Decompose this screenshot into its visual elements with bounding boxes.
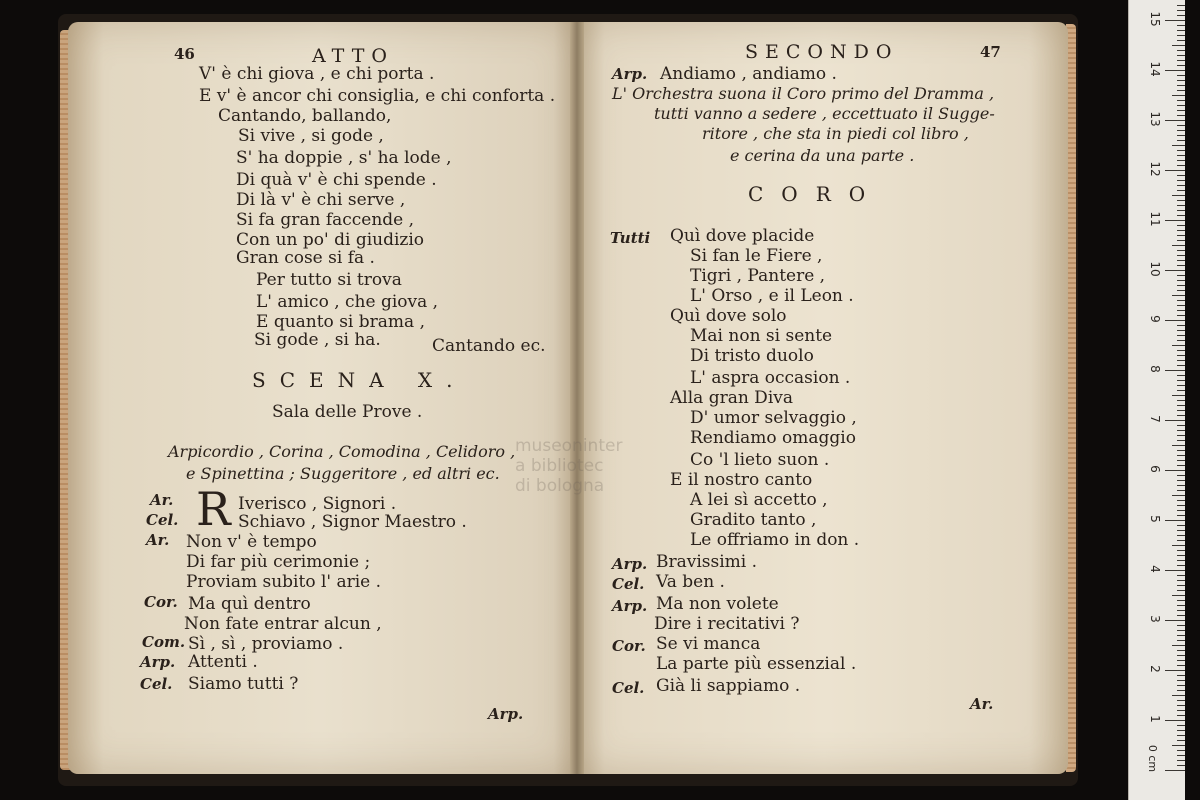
ruler-tick	[1177, 40, 1185, 41]
ruler-tick	[1165, 120, 1185, 121]
ruler-tick	[1177, 625, 1185, 626]
ruler-tick	[1177, 30, 1185, 31]
speaker-label: Ar.	[150, 491, 174, 509]
verse-line: Gran cose si fa .	[236, 248, 375, 268]
ruler-tick	[1165, 420, 1185, 421]
ruler-tick	[1177, 385, 1185, 386]
ruler-tick	[1177, 300, 1185, 301]
ruler-number: 13	[1148, 111, 1162, 127]
verse-line: Si vive , si gode ,	[238, 126, 384, 146]
ruler-tick	[1172, 645, 1185, 646]
dialogue-line: Ma non volete	[656, 594, 779, 614]
ruler-tick	[1177, 660, 1185, 661]
ruler-tick	[1177, 640, 1185, 641]
ruler-tick	[1177, 390, 1185, 391]
ruler-tick	[1172, 295, 1185, 296]
chorus-line: D' umor selvaggio ,	[690, 408, 857, 428]
ruler-tick	[1177, 650, 1185, 651]
ruler-tick	[1177, 490, 1185, 491]
ruler-number: 6	[1148, 465, 1162, 473]
ruler-tick	[1172, 395, 1185, 396]
dialogue-line: Se vi manca	[656, 634, 761, 654]
ruler-tick	[1177, 55, 1185, 56]
ruler-tick	[1177, 205, 1185, 206]
ruler-tick	[1177, 260, 1185, 261]
drop-cap: R	[196, 482, 231, 536]
chorus-line: Quì dove placide	[670, 226, 815, 246]
ruler-tick	[1177, 590, 1185, 591]
ruler-tick	[1177, 635, 1185, 636]
ruler-tick	[1177, 230, 1185, 231]
ruler-number: 3	[1148, 615, 1162, 623]
speaker-label: Cor.	[612, 637, 646, 655]
speaker-label: Arp.	[140, 653, 176, 671]
ruler-tick	[1177, 350, 1185, 351]
ruler-tick	[1165, 370, 1185, 371]
scene-place: Sala delle Prove .	[272, 402, 423, 422]
scene-heading: SCENA X.	[252, 368, 467, 392]
ruler-number: 9	[1148, 315, 1162, 323]
chorus-line: Co 'l lieto suon .	[690, 450, 830, 470]
chorus-line: Gradito tanto ,	[690, 510, 817, 530]
ruler-tick	[1177, 600, 1185, 601]
speaker-label: Arp.	[612, 65, 648, 83]
dialogue-line: La parte più essenzial .	[656, 654, 857, 674]
ruler-tick	[1177, 355, 1185, 356]
chorus-line: E il nostro canto	[670, 470, 813, 490]
ruler-tick	[1177, 175, 1185, 176]
ruler-tick	[1177, 80, 1185, 81]
ruler-tick	[1177, 565, 1185, 566]
running-head-left: ATTO	[312, 45, 394, 67]
ruler-tick	[1177, 250, 1185, 251]
ruler-tick	[1172, 545, 1185, 546]
chorus-line: Tigri , Pantere ,	[690, 266, 826, 286]
dialogue-line: Non fate entrar alcun ,	[184, 614, 382, 634]
ruler-tick	[1177, 15, 1185, 16]
ruler-tick	[1177, 75, 1185, 76]
ruler-number: 5	[1148, 515, 1162, 523]
ruler-tick	[1177, 275, 1185, 276]
ruler-tick	[1177, 760, 1185, 761]
ruler-number: 11	[1148, 211, 1162, 227]
chorus-line: Le offriamo in don .	[690, 530, 860, 550]
ruler-tick	[1177, 455, 1185, 456]
ruler-tick	[1177, 705, 1185, 706]
ruler-tick	[1177, 715, 1185, 716]
ruler-tick	[1165, 220, 1185, 221]
ruler-tick	[1177, 530, 1185, 531]
ruler-tick	[1177, 135, 1185, 136]
ruler-tick	[1177, 665, 1185, 666]
ruler-tick	[1177, 700, 1185, 701]
ruler-tick	[1177, 335, 1185, 336]
ruler-tick	[1172, 695, 1185, 696]
ruler-tick	[1165, 170, 1185, 171]
ruler-tick	[1177, 685, 1185, 686]
ruler-tick	[1177, 200, 1185, 201]
ruler-tick	[1177, 285, 1185, 286]
ruler-tick	[1177, 655, 1185, 656]
dialogue-line: Schiavo , Signor Maestro .	[238, 512, 467, 532]
chorus-line: A lei sì accetto ,	[690, 490, 828, 510]
ruler-tick	[1177, 460, 1185, 461]
chorus-line: Mai non si sente	[690, 326, 833, 346]
refrain-cue: Cantando ec.	[432, 336, 546, 356]
dialogue-line: Dire i recitativi ?	[654, 614, 800, 634]
verse-line: Di quà v' è chi spende .	[236, 170, 437, 190]
ruler-number: 4	[1148, 565, 1162, 573]
ruler-tick	[1177, 435, 1185, 436]
ruler-tick	[1177, 280, 1185, 281]
ruler-tick	[1177, 105, 1185, 106]
ruler-tick	[1177, 25, 1185, 26]
ruler-tick	[1172, 145, 1185, 146]
ruler-tick	[1177, 255, 1185, 256]
ruler-number: 15	[1148, 11, 1162, 27]
speaker-label: Cor.	[144, 593, 178, 611]
ruler-tick	[1177, 480, 1185, 481]
ruler-tick	[1177, 5, 1185, 6]
ruler-tick	[1172, 95, 1185, 96]
ruler-tick	[1177, 180, 1185, 181]
chorus-line: Si fan le Fiere ,	[690, 246, 823, 266]
ruler-tick	[1177, 305, 1185, 306]
ruler-tick	[1165, 670, 1185, 671]
speaker-label: Arp.	[612, 555, 648, 573]
dialogue-line: Già li sappiamo .	[656, 676, 801, 696]
ruler-tick	[1177, 485, 1185, 486]
verse-line: Cantando, ballando,	[218, 106, 392, 126]
ruler-tick	[1177, 155, 1185, 156]
ruler-tick	[1177, 500, 1185, 501]
watermark-line: di bologna	[515, 476, 605, 496]
ruler-tick	[1177, 450, 1185, 451]
ruler-tick	[1165, 470, 1185, 471]
ruler-tick	[1177, 755, 1185, 756]
chorus-line: L' aspra occasion .	[690, 368, 851, 388]
verse-line: L' amico , che giova ,	[256, 292, 439, 312]
ruler-tick	[1165, 320, 1185, 321]
ruler-tick	[1177, 380, 1185, 381]
ruler-tick	[1177, 165, 1185, 166]
dialogue-line: Sì , sì , proviamo .	[188, 634, 344, 654]
verse-line: E quanto si brama ,	[256, 312, 425, 332]
chorus-heading: CORO	[748, 182, 884, 206]
ruler-tick	[1172, 495, 1185, 496]
catchword-right: Ar.	[970, 695, 994, 713]
ruler-tick	[1177, 550, 1185, 551]
ruler-tick	[1177, 465, 1185, 466]
ruler-tick	[1177, 680, 1185, 681]
ruler-tick	[1172, 745, 1185, 746]
ruler-tick	[1177, 375, 1185, 376]
ruler-tick	[1177, 265, 1185, 266]
page-number-left: 46	[174, 45, 195, 63]
dialogue-line: Di far più cerimonie ;	[186, 552, 371, 572]
dialogue-line: Siamo tutti ?	[188, 674, 299, 694]
ruler-unit-label: 0 cm	[1146, 744, 1160, 773]
dialogue-line: Non v' è tempo	[186, 532, 317, 552]
ruler-tick	[1177, 735, 1185, 736]
running-head-right: SECONDO	[745, 41, 899, 63]
speaker-label: Cel.	[146, 511, 179, 529]
ruler-tick	[1177, 140, 1185, 141]
ruler-tick	[1165, 770, 1185, 771]
page-number-right: 47	[980, 43, 1001, 61]
ruler-tick	[1165, 620, 1185, 621]
catchword-left: Arp.	[488, 705, 524, 723]
ruler-tick	[1177, 765, 1185, 766]
ruler-tick	[1177, 740, 1185, 741]
ruler-tick	[1177, 190, 1185, 191]
chorus-line: L' Orso , e il Leon .	[690, 286, 854, 306]
ruler-tick	[1165, 270, 1185, 271]
speaker-label: Cel.	[612, 575, 645, 593]
chorus-line: Alla gran Diva	[670, 388, 793, 408]
ruler-tick	[1177, 525, 1185, 526]
ruler-tick	[1177, 710, 1185, 711]
ruler-tick	[1177, 10, 1185, 11]
ruler-tick	[1177, 330, 1185, 331]
ruler-tick	[1177, 150, 1185, 151]
speaker-label: Tutti	[610, 229, 651, 247]
ruler-tick	[1165, 720, 1185, 721]
ruler-tick	[1177, 65, 1185, 66]
ruler-tick	[1165, 20, 1185, 21]
dialogue-line: Bravissimi .	[656, 552, 758, 572]
library-watermark	[515, 436, 622, 496]
chorus-line: Rendiamo omaggio	[690, 428, 856, 448]
ruler-tick	[1177, 475, 1185, 476]
verse-line: V' è chi giova , e chi porta .	[199, 64, 435, 84]
verse-line: Si fa gran faccende ,	[236, 210, 415, 230]
dialogue-line: Iverisco , Signori .	[238, 494, 397, 514]
ruler-tick	[1177, 160, 1185, 161]
ruler-tick	[1177, 100, 1185, 101]
stage-direction: ritore , che sta in piedi col libro ,	[702, 124, 969, 143]
chorus-line: Di tristo duolo	[690, 346, 814, 366]
ruler-tick	[1177, 690, 1185, 691]
speaker-label: Ar.	[146, 531, 170, 549]
ruler-tick	[1177, 510, 1185, 511]
verse-line: Con un po' di giudizio	[236, 230, 425, 250]
ruler-number: 14	[1148, 61, 1162, 77]
dialogue-line: Va ben .	[656, 572, 725, 592]
ruler-tick	[1177, 365, 1185, 366]
ruler-tick	[1177, 235, 1185, 236]
ruler-tick	[1177, 405, 1185, 406]
ruler-tick	[1177, 310, 1185, 311]
ruler-tick	[1172, 345, 1185, 346]
ruler-tick	[1177, 630, 1185, 631]
ruler-tick	[1172, 245, 1185, 246]
ruler-tick	[1177, 505, 1185, 506]
ruler-tick	[1177, 610, 1185, 611]
ruler-tick	[1177, 580, 1185, 581]
ruler-tick	[1177, 325, 1185, 326]
ruler-tick	[1177, 750, 1185, 751]
ruler-tick	[1177, 290, 1185, 291]
ruler-tick	[1177, 730, 1185, 731]
dialogue-line: Attenti .	[188, 652, 258, 672]
ruler-tick	[1172, 45, 1185, 46]
watermark-line: a bibliotec	[515, 456, 604, 476]
verse-line: S' ha doppie , s' ha lode ,	[236, 148, 452, 168]
ruler-tick	[1177, 35, 1185, 36]
ruler-tick	[1177, 340, 1185, 341]
ruler-tick	[1177, 415, 1185, 416]
chorus-line: Quì dove solo	[670, 306, 787, 326]
watermark-line: museoninter	[515, 436, 623, 456]
ruler-tick	[1172, 595, 1185, 596]
ruler-tick	[1177, 360, 1185, 361]
ruler-tick	[1177, 315, 1185, 316]
ruler-number: 2	[1148, 665, 1162, 673]
ruler-tick	[1177, 125, 1185, 126]
ruler-tick	[1177, 410, 1185, 411]
dialogue-line: Proviam subito l' arie .	[186, 572, 382, 592]
verse-line: Si gode , si ha.	[254, 330, 381, 350]
ruler-tick	[1177, 215, 1185, 216]
verse-line: Per tutto si trova	[256, 270, 402, 290]
ruler-tick	[1177, 425, 1185, 426]
ruler-tick	[1177, 540, 1185, 541]
ruler-number: 1	[1148, 715, 1162, 723]
stage-direction: tutti vanno a sedere , eccettuato il Sugge-	[654, 104, 995, 123]
ruler-tick	[1172, 195, 1185, 196]
ruler-tick	[1177, 535, 1185, 536]
ruler-tick	[1177, 605, 1185, 606]
ruler-tick	[1177, 430, 1185, 431]
ruler-tick	[1177, 515, 1185, 516]
ruler-tick	[1165, 570, 1185, 571]
ruler-tick	[1172, 445, 1185, 446]
ruler-tick	[1177, 210, 1185, 211]
ruler-number: 10	[1148, 261, 1162, 277]
cast-list: Arpicordio , Corina , Comodina , Celidoro ,	[168, 442, 516, 461]
speaker-label: Cel.	[140, 675, 173, 693]
ruler-tick	[1177, 725, 1185, 726]
verse-line: Di là v' è chi serve ,	[236, 190, 406, 210]
ruler-number: 12	[1148, 161, 1162, 177]
ruler-tick	[1165, 520, 1185, 521]
ruler-tick	[1177, 675, 1185, 676]
ruler-tick	[1177, 85, 1185, 86]
ruler-number: 8	[1148, 365, 1162, 373]
verse-line: E v' è ancor chi consiglia, e chi conforta .	[199, 86, 556, 106]
speaker-label: Cel.	[612, 679, 645, 697]
ruler-tick	[1177, 555, 1185, 556]
ruler-tick	[1177, 130, 1185, 131]
dialogue-line: Ma quì dentro	[188, 594, 311, 614]
ruler-tick	[1177, 115, 1185, 116]
ruler-tick	[1177, 50, 1185, 51]
ruler-tick	[1177, 440, 1185, 441]
ruler-tick	[1177, 90, 1185, 91]
ruler-tick	[1177, 400, 1185, 401]
ruler-tick	[1177, 240, 1185, 241]
speaker-label: Arp.	[612, 597, 648, 615]
ruler-tick	[1165, 70, 1185, 71]
stage-direction: L' Orchestra suona il Coro primo del Dramma ,	[612, 84, 995, 103]
ruler-number: 7	[1148, 415, 1162, 423]
ruler-tick	[1177, 225, 1185, 226]
ruler-tick	[1177, 60, 1185, 61]
measuring-ruler	[1128, 0, 1185, 800]
ruler-tick	[1177, 110, 1185, 111]
ruler-tick	[1177, 585, 1185, 586]
ruler-tick	[1177, 615, 1185, 616]
stage-direction: e cerina da una parte .	[730, 146, 915, 165]
dialogue-line: Andiamo , andiamo .	[660, 64, 837, 84]
ruler-tick	[1177, 185, 1185, 186]
speaker-label: Com.	[142, 633, 186, 651]
cast-list: e Spinettina ; Suggeritore , ed altri ec.	[186, 464, 500, 483]
ruler-tick	[1177, 560, 1185, 561]
ruler-tick	[1177, 575, 1185, 576]
book-gutter	[570, 22, 584, 774]
